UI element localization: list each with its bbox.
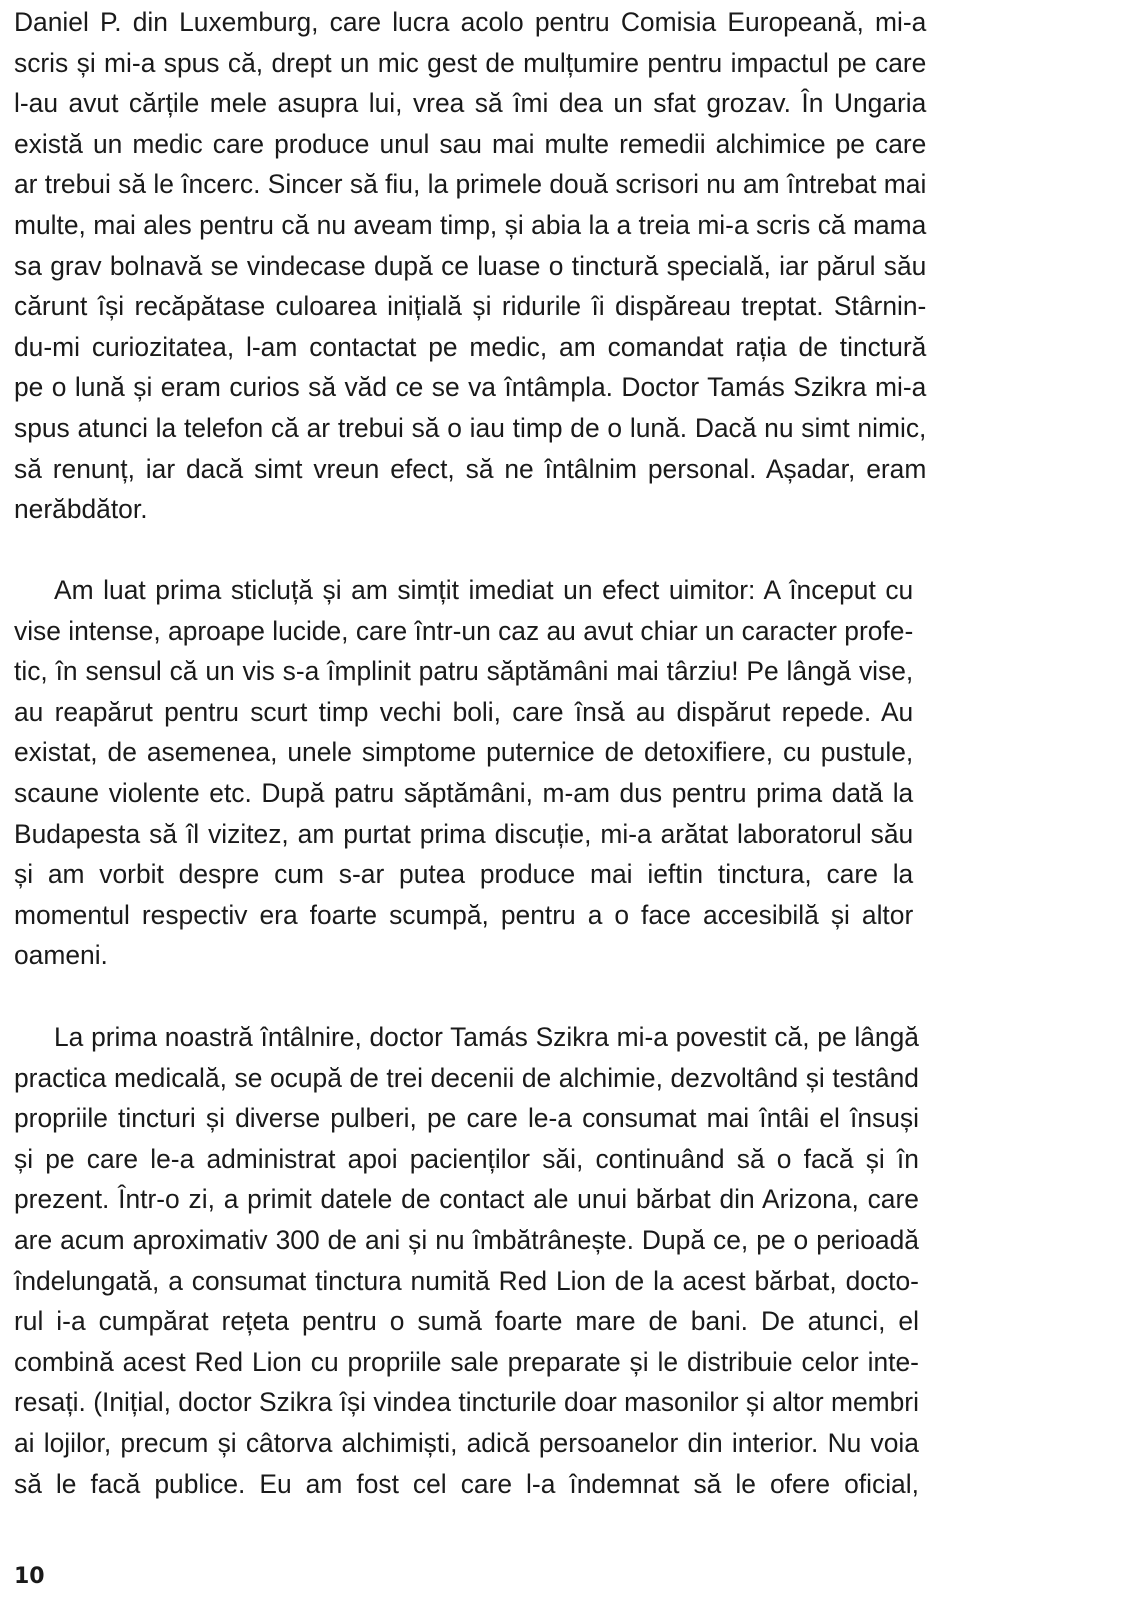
text-line: are acum aproximativ 300 de ani și nu îmbătrânește. După ce, pe o perioadă xyxy=(14,1224,919,1255)
text-line: ar trebui să le încerc. Sincer să fiu, la primele două scrisori nu am întrebat mai xyxy=(14,169,927,200)
text-line: Daniel P. din Luxemburg, care lucra acolo pentru Comisia Europeană, mi-a xyxy=(14,7,927,37)
text-line: sa grav bolnavă se vindecase după ce luase o tinctură specială, iar părul său xyxy=(14,250,927,281)
text-line: și am vorbit despre cum s-ar putea produce mai ieftin tinctura, care la xyxy=(14,859,914,890)
text-line: vise intense, aproape lucide, care într-un caz au avut chiar un caracter profe- xyxy=(14,615,914,646)
text-line: cărunt își recăpătase culoarea inițială și ridurile îi dispăreau treptat. Stârnin- xyxy=(14,291,927,322)
paragraph-1 xyxy=(14,2,926,530)
text-line: existat, de asemenea, unele simptome puternice de detoxifiere, cu pustule, xyxy=(14,737,914,768)
paragraph-2 xyxy=(14,570,913,976)
text-line: La prima noastră întâlnire, doctor Tamás Szikra mi-a povestit că, pe lângă xyxy=(54,1022,919,1052)
text-line: prezent. Într-o zi, a primit datele de contact ale unui bărbat din Arizona, care xyxy=(14,1184,919,1215)
text-line: momentul respectiv era foarte scumpă, pentru a o face accesibilă și altor xyxy=(14,899,914,930)
text-line: scris și mi-a spus că, drept un mic gest de mulțumire pentru impactul pe care xyxy=(14,47,927,78)
text-line: oameni. xyxy=(14,940,108,971)
text-line: să le facă publice. Eu am fost cel care l-a îndemnat să le ofere oficial, xyxy=(14,1468,919,1499)
text-line: există un medic care produce unul sau mai multe remedii alchimice pe care xyxy=(14,128,927,159)
text-line: resați. (Inițial, doctor Szikra își vindea tincturile doar masonilor și altor membri xyxy=(14,1387,919,1418)
text-line: combină acest Red Lion cu propriile sale preparate și le distribuie celor inte- xyxy=(14,1346,919,1377)
text-line: rul i-a cumpărat rețeta pentru o sumă foarte mare de bani. De atunci, el xyxy=(14,1306,919,1337)
text-line: ai lojilor, precum și câtorva alchimiști, adică persoanelor din interior. Nu voia xyxy=(14,1427,919,1458)
text-line: l-au avut cărțile mele asupra lui, vrea să îmi dea un sfat grozav. În Ungaria xyxy=(14,88,927,119)
paragraph-3 xyxy=(14,1017,919,1504)
text-line: practica medicală, se ocupă de trei decenii de alchimie, dezvoltând și testând xyxy=(14,1062,919,1093)
text-line: propriile tincturi și diverse pulberi, pe care le-a consumat mai întâi el însuși xyxy=(14,1103,919,1134)
text-line: multe, mai ales pentru că nu aveam timp, și abia la a treia mi-a scris că mama xyxy=(14,209,927,240)
text-line: spus atunci la telefon că ar trebui să o iau timp de o lună. Dacă nu simt nimic, xyxy=(14,412,927,443)
page-number: 10 xyxy=(14,1564,45,1589)
text-line: nerăbdător. xyxy=(14,494,148,525)
text-line: Am luat prima sticluță și am simțit imediat un efect uimitor: A început cu xyxy=(54,575,914,605)
text-line: și pe care le-a administrat apoi pacienților săi, continuând să o facă și în xyxy=(14,1143,919,1174)
text-line: du-mi curiozitatea, l-am contactat pe medic, am comandat rația de tinctură xyxy=(14,331,927,362)
text-line: îndelungată, a consumat tinctura numită Red Lion de la acest bărbat, docto- xyxy=(14,1265,919,1296)
text-line: au reapărut pentru scurt timp vechi boli, care însă au dispărut repede. Au xyxy=(14,696,914,727)
text-line: scaune violente etc. După patru săptămâni, m-am dus pentru prima dată la xyxy=(14,777,914,808)
text-line: pe o lună și eram curios să văd ce se va întâmpla. Doctor Tamás Szikra mi-a xyxy=(14,372,927,403)
text-line: tic, în sensul că un vis s-a împlinit patru săptămâni mai târziu! Pe lângă vise, xyxy=(14,656,914,687)
text-line: să renunț, iar dacă simt vreun efect, să ne întâlnim personal. Așadar, eram xyxy=(14,453,927,484)
text-line: Budapesta să îl vizitez, am purtat prima discuție, mi-a arătat laboratorul său xyxy=(14,818,914,849)
